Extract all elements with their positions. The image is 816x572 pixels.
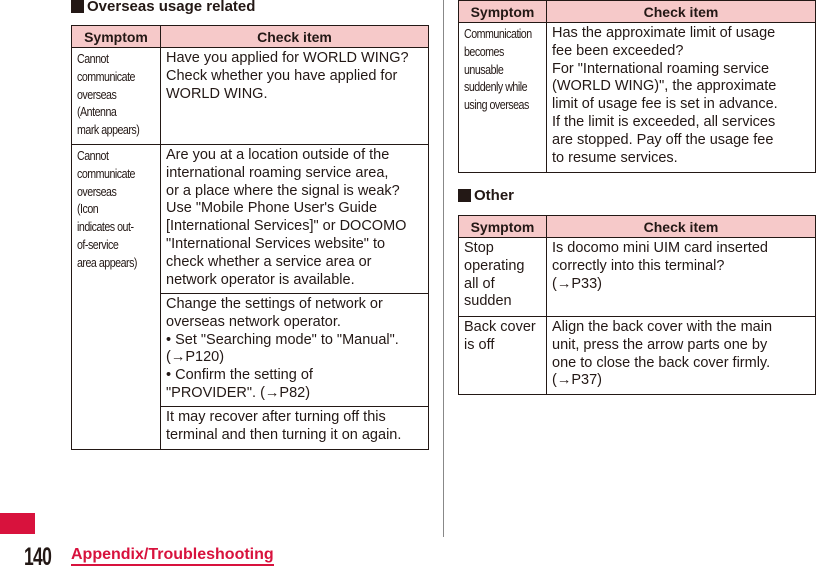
check-cell: It may recover after turning off this terminal and then turning it on again.	[161, 407, 429, 450]
header-check-item: Check item	[547, 216, 816, 238]
table-header-row	[459, 1, 816, 23]
symptom-cell: Stop operating all of sudden	[459, 238, 547, 317]
section-title-other	[458, 187, 514, 204]
check-cell: Are you at a location outside of the international roaming service area, or a place where the signal is weak? Use "Mobile Phone User's Guide [International Services]" or DOCOMO "International Services website" to check whether a service area or network operator is available.	[161, 145, 429, 294]
symptom-cell: Back cover is off	[459, 317, 547, 395]
check-cell: Align the back cover with the main unit, press the arrow parts one by one to close the back cover firmly. (→P37)	[547, 317, 816, 395]
header-check-item: Check item	[547, 1, 816, 23]
table-header-row	[72, 26, 429, 48]
table-row	[459, 317, 816, 395]
table-row	[459, 238, 816, 317]
table-header-row	[459, 216, 816, 238]
symptom-cell: Communication becomes unusable suddenly while using overseas	[459, 23, 547, 173]
table-row	[72, 145, 429, 294]
symptom-cell: Cannot communicate overseas (Antenna mark appears)	[72, 48, 161, 145]
table-row	[72, 48, 429, 145]
check-cell: Change the settings of network or overseas network operator. • Set "Searching mode" to "Manual". (→P120) • Confirm the setting of "PROVIDER". (→P82)	[161, 294, 429, 407]
column-divider	[443, 0, 444, 537]
square-bullet-icon	[458, 189, 471, 202]
symptom-cell: Cannot communicate overseas (Icon indicates out- of-service area appears)	[72, 145, 161, 450]
square-bullet-icon	[71, 0, 84, 13]
check-cell: Has the approximate limit of usage fee been exceeded? For "International roaming service (WORLD WING)", the approximate limit of usage fee is set in advance. If the limit is exceeded, all services are stopped. Pay off the usage fee to resume services.	[547, 23, 816, 173]
footer-section-title: Appendix/Troubleshooting	[71, 546, 274, 566]
page-number: 140	[24, 543, 52, 571]
section-title-text: Other	[474, 187, 515, 204]
section-title-text: Overseas usage related	[87, 0, 256, 15]
check-cell: Is docomo mini UIM card inserted correctly into this terminal? (→P33)	[547, 238, 816, 317]
page-tab-marker	[0, 513, 35, 534]
overseas-continued-table	[458, 0, 816, 173]
header-symptom: Symptom	[459, 1, 547, 23]
header-symptom: Symptom	[72, 26, 161, 48]
other-table	[458, 215, 816, 395]
header-symptom: Symptom	[459, 216, 547, 238]
overseas-table	[71, 25, 429, 450]
section-title-overseas	[71, 0, 255, 15]
table-row	[459, 23, 816, 173]
header-check-item: Check item	[161, 26, 429, 48]
check-cell: Have you applied for WORLD WING? Check whether you have applied for WORLD WING.	[161, 48, 429, 145]
